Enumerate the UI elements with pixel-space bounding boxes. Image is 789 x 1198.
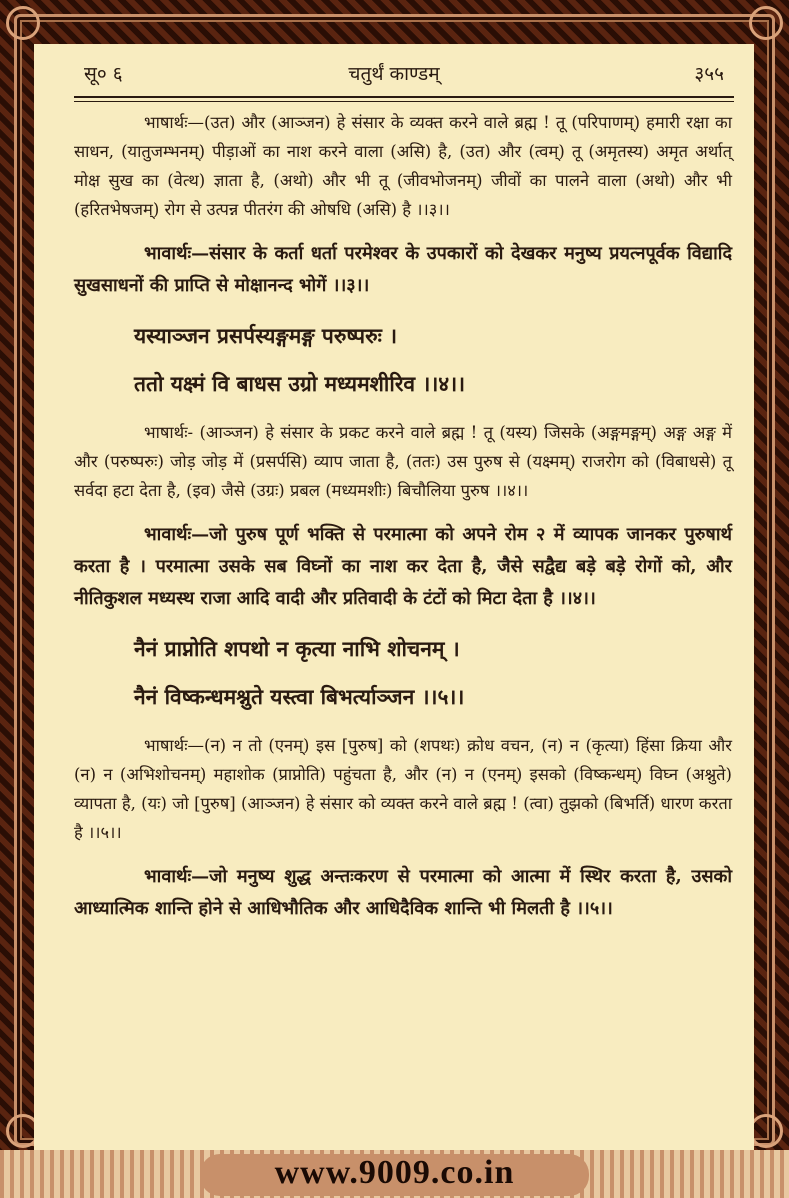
mantra-line: नैनं विष्कन्धमश्नुते यस्त्वा बिभर्त्याञ्जन ।।५।। — [134, 684, 465, 709]
mantra-line: ततो यक्ष्मं वि बाधस उग्रो मध्यमशीरिव ।।४।। — [134, 371, 466, 396]
bhavarth-paragraph: भावार्थः—जो मनुष्य शुद्ध अन्तःकरण से परमात्मा को आत्मा में स्थिर करता है, उसको आध्यात्मिक शान्ति होने से आधिभौतिक और आधिदैविक शान्ति भी मिलती है ।।५।। — [74, 866, 732, 919]
bhavarth-paragraph: भावार्थः—जो पुरुष पूर्ण भक्ति से परमात्मा को अपने रोम २ में व्यापक जानकर पुरुषार्थ करता है । परमात्मा उसके सब विघ्नों का नाश कर देता है, जैसे सद्वैद्य बड़े बड़े रोगों को, और नीतिकुशल मध्यस्थ राजा आदि वादी और प्रतिवादी के टंटों को मिटा देता है ।।४।। — [74, 524, 732, 609]
page-number: ३५५ — [694, 63, 724, 85]
mantra-line: नैनं प्राप्नोति शपथो न कृत्या नाभि शोचनम् । — [134, 636, 460, 661]
header-rule — [74, 101, 734, 102]
page-body — [74, 108, 732, 939]
corner-ornament — [6, 6, 40, 40]
footer-url[interactable]: www.9009.co.in — [274, 1154, 515, 1191]
kanda-title: चतुर्थं काण्डम् — [348, 63, 440, 85]
sukta-number: सू० ६ — [84, 63, 123, 85]
bhasharth-paragraph: भाषार्थः—(न) न तो (एनम्) इस [पुरुष] को (शपथः) क्रोध वचन, (न) न (कृत्या) हिंसा क्रिया और (न) न (अभिशोचनम्) महाशोक (प्राप्नोति) पहुंचता है, और (न) न (एनम्) इसको (विष्कन्धम्) विघ्न (अश्नुते) व्यापता है, (यः) जो [पुरुष] (आञ्जन) हे संसार को व्यक्त करने वाले ब्रह्म ! (त्वा) तुझको (बिभर्ति) धारण करता है ।।५।। — [74, 736, 733, 842]
page-header — [34, 52, 754, 88]
mantra-line: यस्याञ्जन प्रसर्पस्यङ्गमङ्ग परुष्परुः । — [134, 323, 398, 348]
bhavarth-paragraph: भावार्थः—संसार के कर्ता धर्ता परमेश्वर के उपकारों को देखकर मनुष्य प्रयत्नपूर्वक विद्यादि सुखसाधनों की प्राप्ति से मोक्षानन्द भोगें ।।३।। — [74, 243, 732, 296]
bhasharth-paragraph: भाषार्थः- (आञ्जन) हे संसार के प्रकट करने वाले ब्रह्म ! तू (यस्य) जिसके (अङ्गमङ्गम्) अङ्ग अङ्ग में और (परुष्परुः) जोड़ जोड़ में (प्रसर्पसि) व्याप जाता है, (ततः) उस पुरुष से (यक्ष्मम्) राजरोग को (विबाधसे) तू सर्वदा हटा देता है, (इव) जैसे (उग्रः) प्रबल (मध्यमशीः) बिचौलिया पुरुष ।।४।। — [74, 423, 732, 500]
corner-ornament — [749, 1114, 783, 1148]
bhasharth-paragraph: भाषार्थः—(उत) और (आञ्जन) हे संसार के व्यक्त करने वाले ब्रह्म ! तू (परिपाणम्) हमारी रक्षा का साधन, (यातुजम्भनम्) पीड़ाओं का नाश करने वाला (असि) है, (उत) और (त्वम्) तू (अमृतस्य) अमृत अर्थात् मोक्ष सुख का (वेत्थ) ज्ञाता है, (अथो) और भी तू (जीवभोजनम्) जीवों का पालने वाला (अथो) और भी (हरितभेषजम्) रोग से उत्पन्न पीतरंग की ओषधि (असि) है ।।३।। — [74, 113, 732, 219]
corner-ornament — [749, 6, 783, 40]
book-page — [34, 44, 754, 1160]
header-rule — [74, 96, 734, 98]
